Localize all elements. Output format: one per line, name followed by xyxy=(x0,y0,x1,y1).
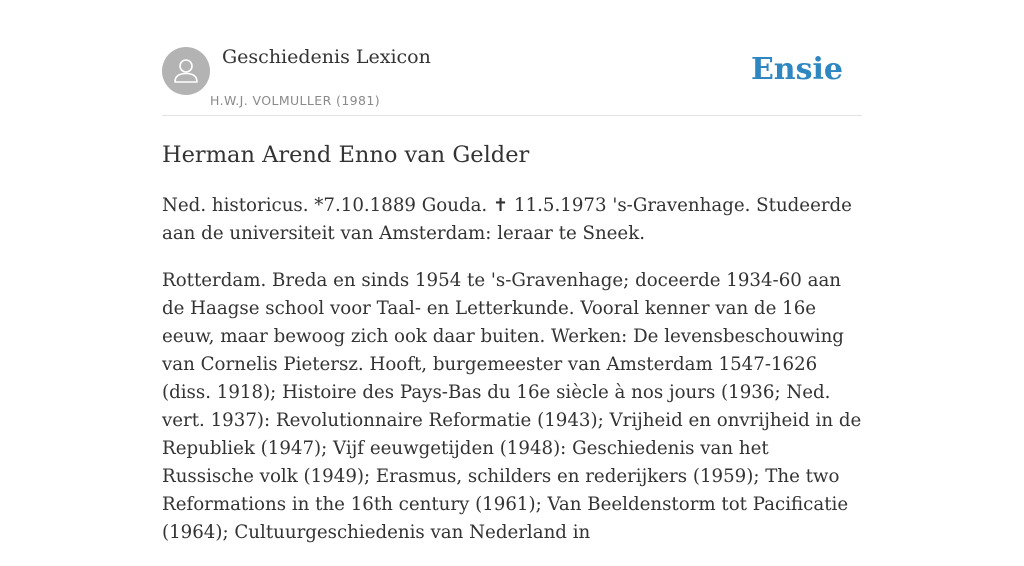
source-title[interactable]: Geschiedenis Lexicon xyxy=(222,46,431,68)
source-header xyxy=(162,40,862,116)
user-silhouette-icon xyxy=(162,47,210,95)
brand-logo[interactable]: Ensie xyxy=(750,52,843,87)
entry-paragraph-1: Ned. historicus. *7.10.1889 Gouda. ✝ 11.5.1973 's-Gravenhage. Studeerde aan de universiteit van Amsterdam: leraar te Sneek. xyxy=(162,195,852,244)
entry-title: Herman Arend Enno van Gelder xyxy=(162,142,530,168)
entry-paragraph-2: Rotterdam. Breda en sinds 1954 te 's-Gravenhage; doceerde 1934-60 aan de Haagse school voor Taal- en Letterkunde. Vooral kenner van de 16e eeuw, maar bewoog zich ook daar buiten. Werken: De levensbeschouwing van Cornelis Pietersz. Hooft, burgemeester van Amsterdam 1547-1626 (diss. 1918); Histoire des Pays-Bas du 16e siècle à nos jours (1936; Ned. vert. 1937): Revolutionnaire Reformatie (1943); Vrijheid en onvrijheid in de Republiek (1947); Vijf eeuwgetijden (1948): Geschiedenis van het Russische volk (1949); Erasmus, schilders en rederijkers (1959); The two Reformations in the 16th century (1961); Van Beeldenstorm tot Pacificatie (1964); Cultuurgeschiedenis van Nederland in xyxy=(162,270,862,543)
source-author[interactable]: H.W.J. VOLMULLER (1981) xyxy=(210,93,381,108)
entry-content xyxy=(162,138,862,566)
source-avatar[interactable] xyxy=(162,47,210,95)
